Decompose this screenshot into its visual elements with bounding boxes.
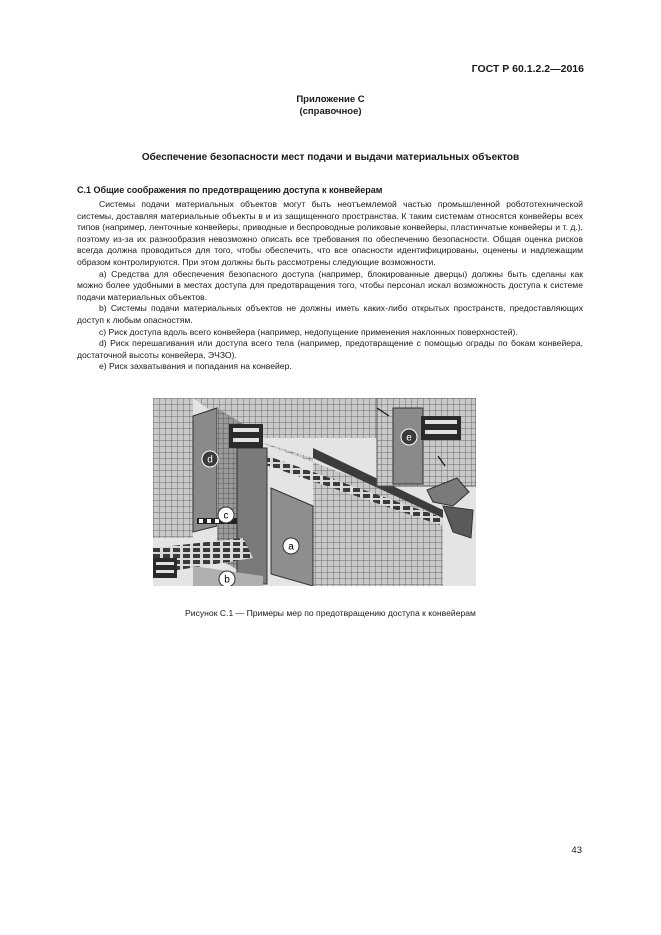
figure-conveyor-illustration: [153, 398, 476, 586]
figure-inset: [377, 398, 476, 486]
label-c-text: c: [223, 510, 229, 522]
label-a: [283, 538, 299, 554]
label-b: [219, 571, 235, 586]
label-d-text: d: [207, 454, 213, 466]
label-e: [401, 429, 417, 445]
body-text: [77, 199, 583, 373]
paragraph-a: а) Средства для обеспечения безопасного доступа (например, блокированные дверцы) должны быть сделаны как можно более удобными в местах доступа для предотвращения того, чтобы персонал искал возможность доступа к системе подачи материальных объектов.: [77, 268, 583, 302]
section-heading: С.1 Общие соображения по предотвращению доступа к конвейерам: [77, 185, 383, 195]
figure-caption: Рисунок С.1 — Примеры мер по предотвращению доступа к конвейерам: [185, 608, 476, 618]
label-c: [218, 507, 234, 523]
paragraph-b: b) Системы подачи материальных объектов не должны иметь каких-либо открытых пространств, предоставляющих доступ к любым опасностям.: [77, 303, 583, 325]
paragraph-e: е) Риск захватывания и попадания на конвейер.: [99, 361, 292, 372]
appendix-label: Приложение С: [296, 94, 365, 105]
page-title: Обеспечение безопасности мест подачи и выдачи материальных объектов: [141, 152, 520, 163]
label-a-text: a: [288, 541, 294, 553]
label-e-text: e: [406, 432, 412, 444]
appendix-type: (справочное): [299, 106, 362, 117]
paragraph-d: d) Риск перешагивания или доступа всего тела (например, предотвращение с помощью ограды по бокам конвейера, достаточной высоты конвейера, ЭЧЗО).: [77, 338, 583, 360]
conveyor-drawing: [153, 398, 476, 586]
paragraph-intro: Системы подачи материальных объектов могут быть неотъемлемой частью промышленной робототехнической системы, доставляя материальные объекты в и из защищенного пространства. К таким системам относятся конвейеры всех типов (например, ленточные конвейеры, приводные и беспроводные роликовые конвейеры, пластинчатые конвейеры и т. д.), поэтому из-за их разнообразия невозможно описать все требования по обеспечению безопасности. Общая оценка рисков всегда должна проводиться для того, чтобы обеспечить, что все опасности идентифицированы, оценены и надлежащим образом контролируются. При этом должны быть рассмотрены следующие возможности.: [77, 199, 583, 267]
document-code: ГОСТ Р 60.1.2.2—2016: [471, 63, 584, 75]
label-b-text: b: [224, 574, 230, 586]
page-number: 43: [571, 845, 582, 856]
paragraph-c: с) Риск доступа вдоль всего конвейера (например, недопущение применения наклонных поверхностей).: [99, 326, 518, 337]
appendix-heading: [0, 94, 661, 118]
label-d: [202, 451, 218, 467]
